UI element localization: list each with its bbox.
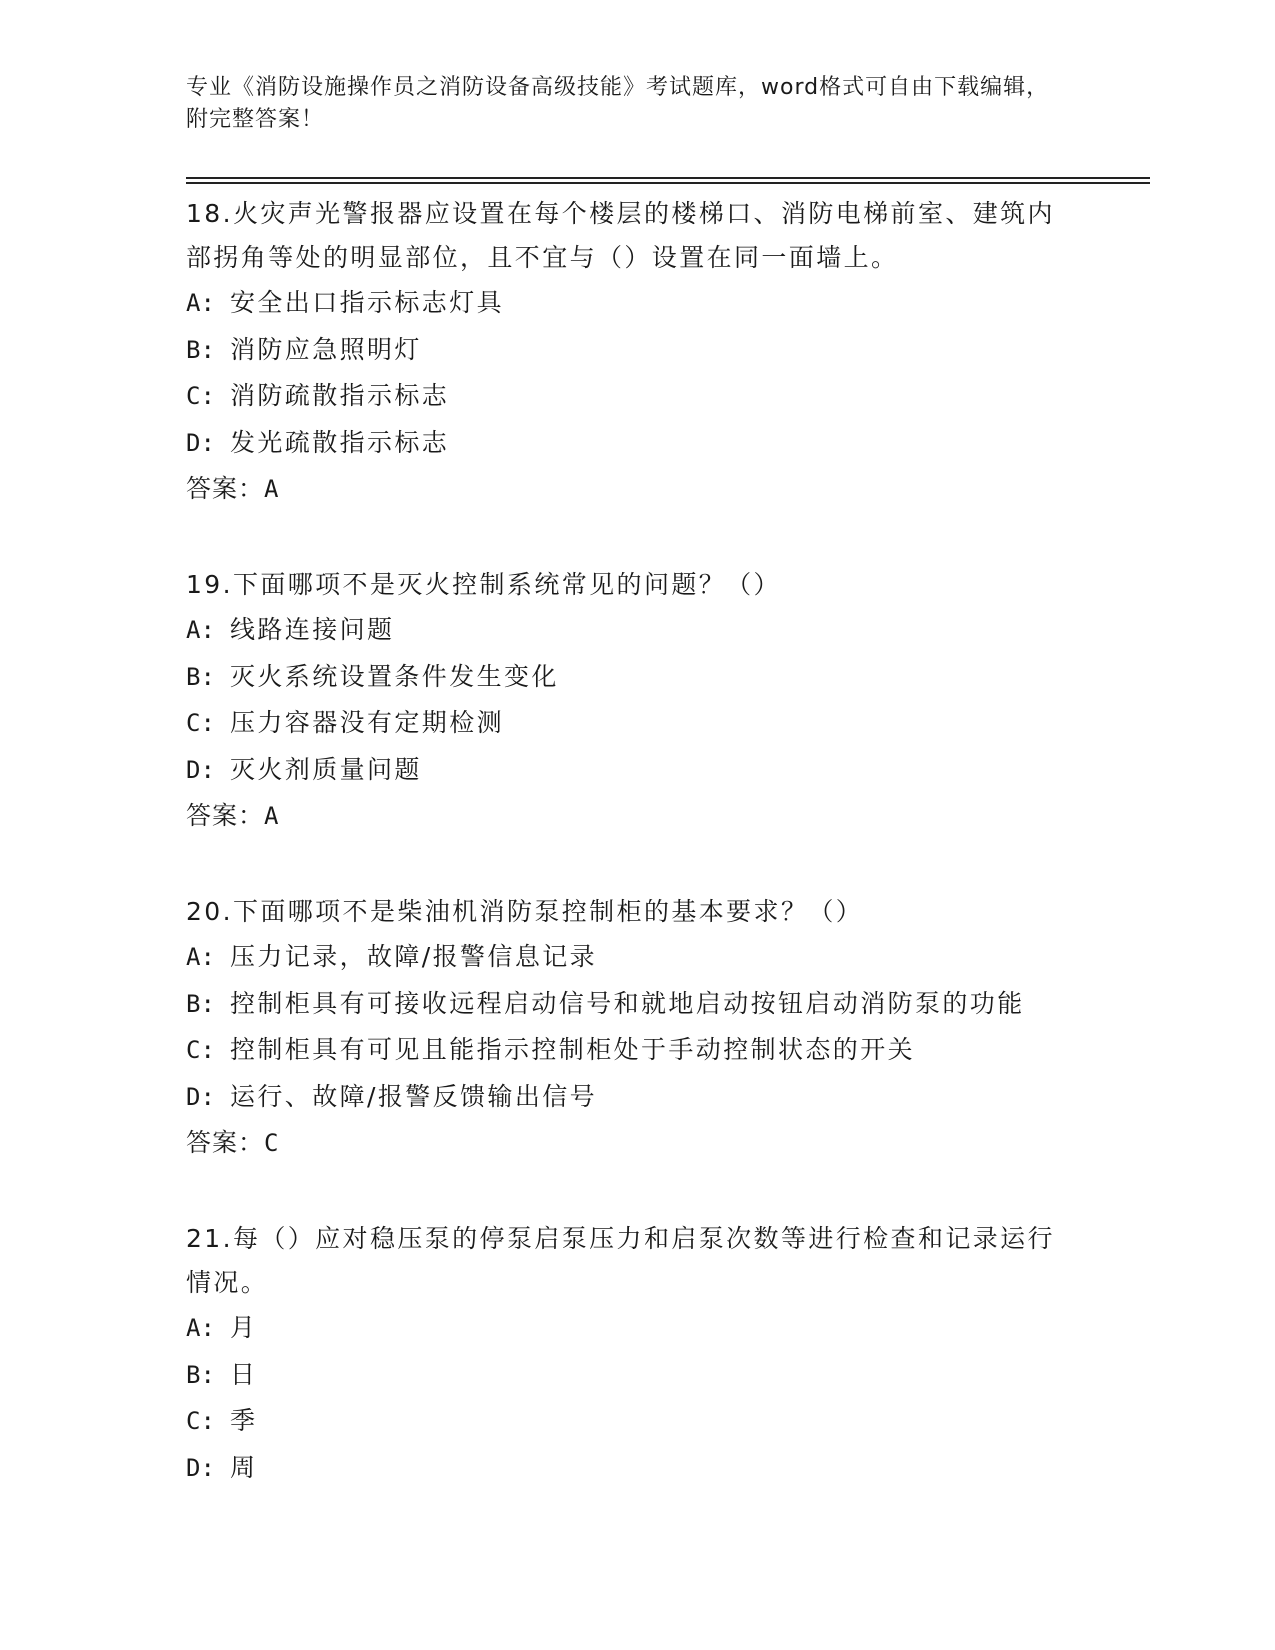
option-text: 压力记录，故障/报警信息记录 bbox=[230, 942, 598, 971]
option-a bbox=[186, 280, 1076, 327]
option-letter: A: bbox=[186, 616, 215, 644]
option-text: 安全出口指示标志灯具 bbox=[230, 288, 505, 317]
option-letter: D: bbox=[186, 1082, 215, 1111]
question-stem: 19.下面哪项不是灭火控制系统常见的问题？（） bbox=[186, 570, 781, 599]
option-text: 月 bbox=[230, 1313, 258, 1342]
option-letter: D: bbox=[186, 755, 215, 784]
option-d bbox=[186, 1445, 1076, 1492]
option-a bbox=[186, 607, 1076, 654]
option-b bbox=[186, 327, 1076, 374]
option-text: 线路连接问题 bbox=[230, 615, 395, 644]
option-text: 周 bbox=[230, 1452, 258, 1482]
answer-line bbox=[186, 466, 1076, 512]
option-d bbox=[186, 1074, 1076, 1121]
option-letter: A: bbox=[186, 943, 215, 971]
option-letter: A: bbox=[186, 289, 215, 317]
option-letter: B: bbox=[186, 989, 215, 1018]
option-text: 消防疏散指示标志 bbox=[230, 381, 450, 410]
option-letter: C: bbox=[186, 709, 215, 737]
option-text: 运行、故障/报警反馈输出信号 bbox=[230, 1081, 598, 1111]
option-letter: C: bbox=[186, 1036, 215, 1064]
option-letter: C: bbox=[186, 382, 215, 410]
question-21 bbox=[186, 1217, 1076, 1491]
option-letter: A: bbox=[186, 1314, 215, 1342]
question-20 bbox=[186, 890, 1076, 1166]
option-letter: D: bbox=[186, 1453, 215, 1482]
option-a bbox=[186, 934, 1076, 981]
question-stem: 21.每（）应对稳压泵的停泵启泵压力和启泵次数等进行检查和记录运行情况。 bbox=[186, 1224, 1055, 1297]
option-letter: B: bbox=[186, 1360, 215, 1389]
option-text: 发光疏散指示标志 bbox=[230, 427, 450, 457]
question-18 bbox=[186, 192, 1076, 512]
header-divider bbox=[186, 177, 1150, 179]
option-b bbox=[186, 981, 1076, 1028]
question-list bbox=[186, 192, 1076, 1542]
option-b bbox=[186, 1352, 1076, 1399]
option-text: 压力容器没有定期检测 bbox=[230, 708, 505, 737]
option-text: 控制柜具有可接收远程启动信号和就地启动按钮启动消防泵的功能 bbox=[230, 988, 1025, 1018]
option-d bbox=[186, 420, 1076, 467]
question-19 bbox=[186, 563, 1076, 839]
option-text: 季 bbox=[230, 1406, 258, 1435]
option-a bbox=[186, 1305, 1076, 1352]
option-c bbox=[186, 700, 1076, 747]
question-stem: 18.火灾声光警报器应设置在每个楼层的楼梯口、消防电梯前室、建筑内部拐角等处的明显部位，且不宜与（）设置在同一面墙上。 bbox=[186, 199, 1055, 272]
option-text: 灭火剂质量问题 bbox=[230, 754, 422, 784]
option-b bbox=[186, 654, 1076, 701]
answer-label: 答案： bbox=[186, 801, 265, 830]
option-text: 控制柜具有可见且能指示控制柜处于手动控制状态的开关 bbox=[230, 1035, 916, 1064]
header-divider-secondary bbox=[186, 182, 1150, 184]
option-d bbox=[186, 747, 1076, 794]
option-text: 消防应急照明灯 bbox=[230, 334, 422, 364]
answer-label: 答案： bbox=[186, 1128, 265, 1157]
option-letter: C: bbox=[186, 1407, 215, 1435]
answer-line bbox=[186, 1120, 1076, 1166]
option-letter: B: bbox=[186, 662, 215, 691]
option-c bbox=[186, 1027, 1076, 1074]
answer-line bbox=[186, 793, 1076, 839]
option-c bbox=[186, 373, 1076, 420]
question-stem: 20.下面哪项不是柴油机消防泵控制柜的基本要求？（） bbox=[186, 897, 864, 926]
option-letter: B: bbox=[186, 335, 215, 364]
answer-value: C bbox=[264, 1129, 280, 1157]
document-header: 专业《消防设施操作员之消防设备高级技能》考试题库，word格式可自由下载编辑，附完整答案！ bbox=[186, 75, 1050, 132]
option-c bbox=[186, 1398, 1076, 1445]
option-text: 灭火系统设置条件发生变化 bbox=[230, 661, 559, 691]
option-letter: D: bbox=[186, 428, 215, 457]
answer-label: 答案： bbox=[186, 474, 265, 503]
option-text: 日 bbox=[230, 1359, 258, 1389]
answer-value: A bbox=[264, 802, 280, 830]
answer-value: A bbox=[264, 475, 280, 503]
